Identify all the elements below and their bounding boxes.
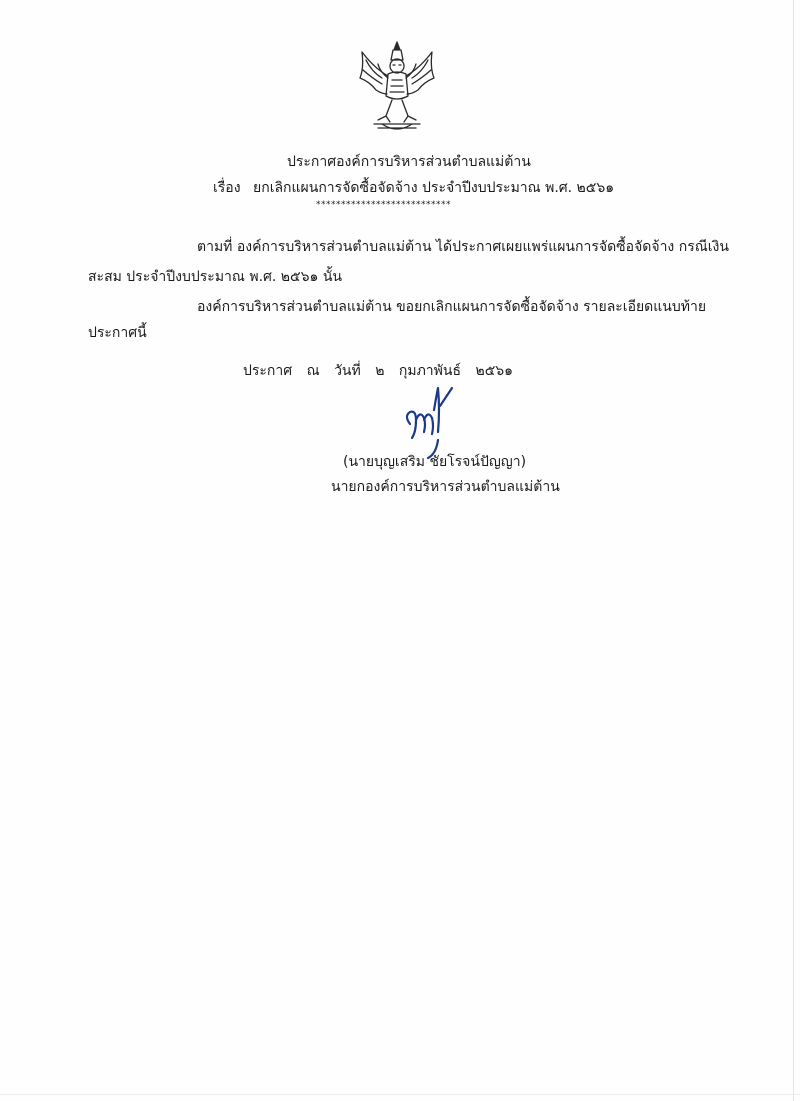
dateline-day: ๒ bbox=[375, 363, 385, 379]
paragraph-2-line-1: องค์การบริหารส่วนตำบลแม่ต้าน ขอยกเลิกแผนการจัดซื้อจัดจ้าง รายละเอียดแนบท้าย bbox=[197, 299, 707, 315]
dateline-year: ๒๕๖๑ bbox=[475, 363, 514, 379]
dateline-at: ณ bbox=[306, 363, 320, 379]
separator-line: *************************** bbox=[316, 200, 451, 210]
subject-text: ยกเลิกแผนการจัดซื้อจัดจ้าง ประจำปีงบประมาณ พ.ศ. ๒๕๖๑ bbox=[253, 180, 615, 196]
scan-edge-line bbox=[793, 0, 794, 1101]
dateline-announced: ประกาศ bbox=[243, 363, 293, 379]
subject-line bbox=[213, 177, 614, 199]
paragraph-2-line-2: ประกาศนี้ bbox=[88, 325, 147, 341]
handwritten-signature-icon bbox=[398, 380, 478, 460]
paragraph-1-line-2: สะสม ประจำปีงบประมาณ พ.ศ. ๒๕๖๑ นั้น bbox=[88, 269, 342, 285]
garuda-emblem-icon bbox=[352, 38, 442, 138]
dateline bbox=[243, 360, 523, 382]
dateline-day-label: วันที่ bbox=[334, 363, 361, 379]
dateline-month: กุมภาพันธ์ bbox=[398, 363, 462, 379]
subject-label: เรื่อง bbox=[213, 180, 241, 196]
signer-position: นายกองค์การบริหารส่วนตำบลแม่ต้าน bbox=[331, 479, 560, 495]
signer-name: (นายบุญเสริม ชัยโรจน์ปัญญา) bbox=[343, 454, 527, 470]
page-title: ประกาศองค์การบริหารส่วนตำบลแม่ต้าน bbox=[287, 154, 531, 170]
scan-bottom-line bbox=[0, 1094, 800, 1095]
paragraph-1-line-1: ตามที่ องค์การบริหารส่วนตำบลแม่ต้าน ได้ประกาศเผยแพร่แผนการจัดซื้อจัดจ้าง กรณีเงิน bbox=[197, 239, 729, 255]
